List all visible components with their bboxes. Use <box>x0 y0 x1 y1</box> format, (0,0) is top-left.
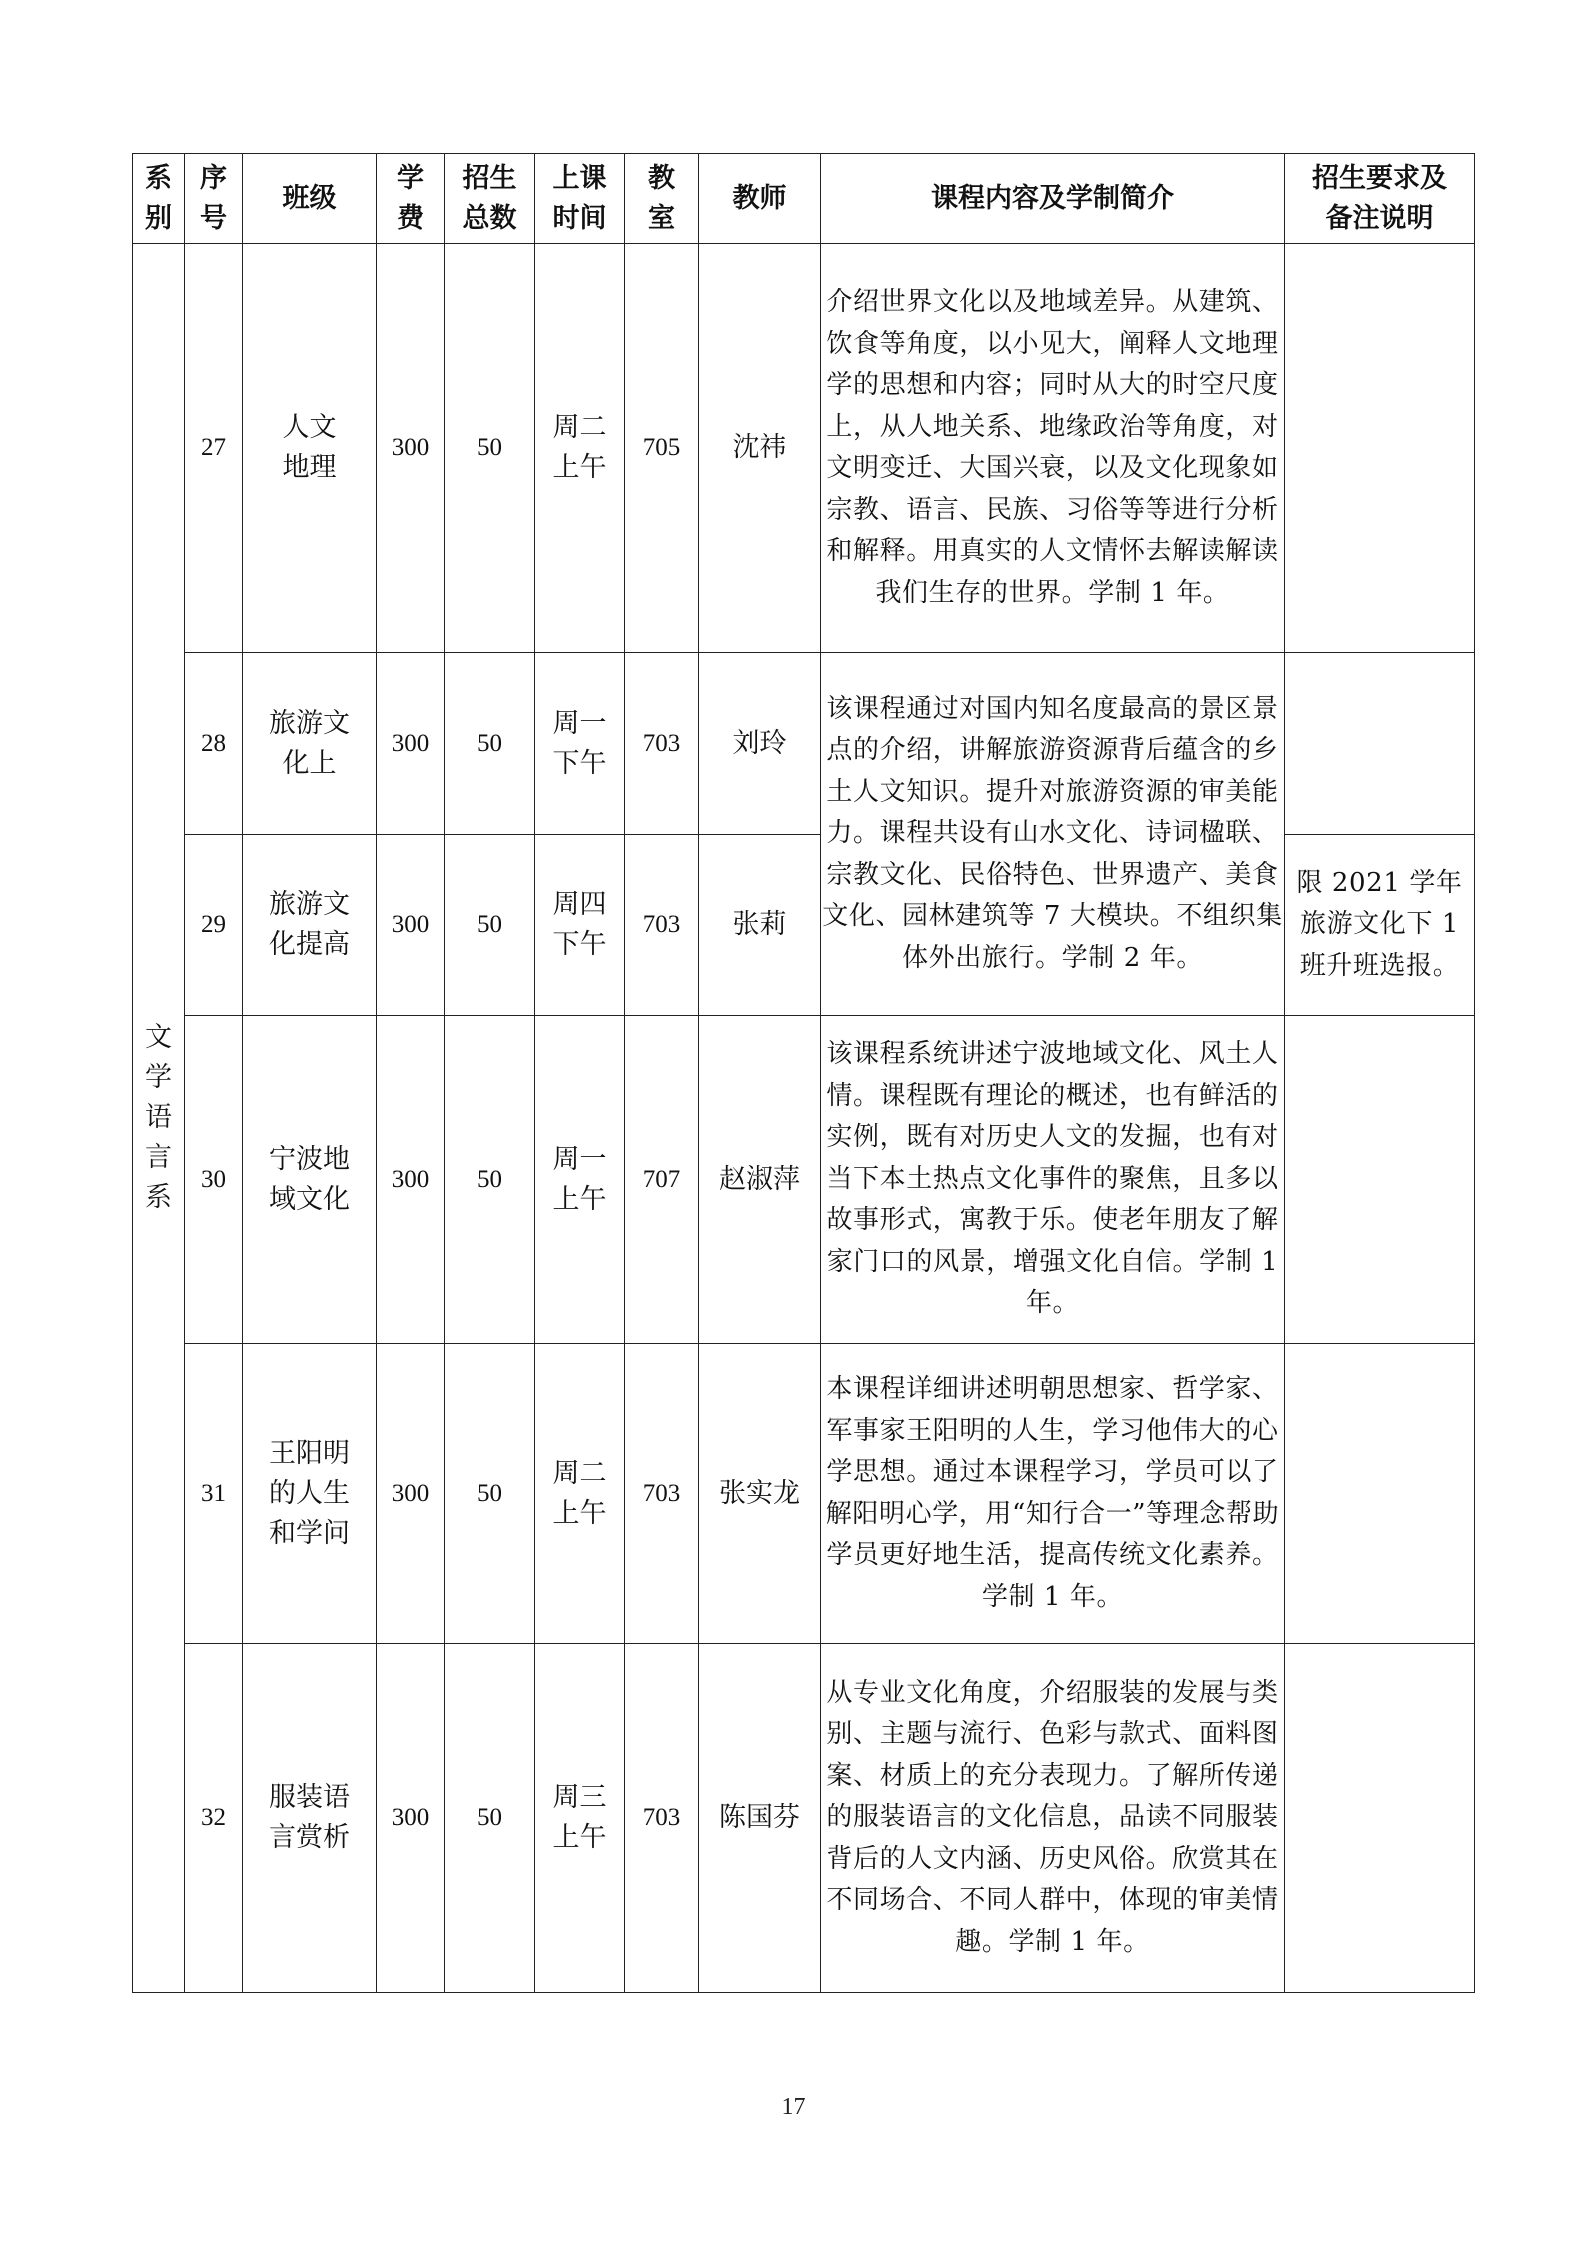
table-row <box>133 653 1475 835</box>
row-index: 32 <box>185 1644 243 1993</box>
enrollment-note: 限 2021 学年旅游文化下 1 班升班选报。 <box>1285 835 1475 1016</box>
class-name: 服装语言赏析 <box>243 1644 377 1993</box>
classroom: 703 <box>625 653 699 835</box>
class-name: 宁波地域文化 <box>243 1016 377 1344</box>
enrollment-note <box>1285 653 1475 835</box>
table-row <box>133 244 1475 653</box>
teacher: 沈祎 <box>699 244 821 653</box>
tuition-fee: 300 <box>377 1344 445 1644</box>
classroom: 703 <box>625 1344 699 1644</box>
class-time: 周一下午 <box>535 653 625 835</box>
tuition-fee: 300 <box>377 244 445 653</box>
course-description: 从专业文化角度，介绍服装的发展与类别、主题与流行、色彩与款式、面料图案、材质上的充分表现力。了解所传递的服装语言的文化信息，品读不同服装背后的人文内涵、历史风俗。欣赏其在不同场合、不同人群中，体现的审美情趣。学制 1 年。 <box>821 1644 1285 1993</box>
classroom: 703 <box>625 835 699 1016</box>
enrollment-quota: 50 <box>445 653 535 835</box>
header-time: 上课时间 <box>535 154 625 244</box>
header-fee: 学费 <box>377 154 445 244</box>
class-name: 旅游文化上 <box>243 653 377 835</box>
class-time: 周一上午 <box>535 1016 625 1344</box>
enrollment-note <box>1285 1644 1475 1993</box>
tuition-fee: 300 <box>377 1016 445 1344</box>
table-row <box>133 1644 1475 1993</box>
header-room: 教室 <box>625 154 699 244</box>
table-row <box>133 1016 1475 1344</box>
header-quota: 招生总数 <box>445 154 535 244</box>
class-time: 周四下午 <box>535 835 625 1016</box>
enrollment-quota: 50 <box>445 835 535 1016</box>
class-time: 周三上午 <box>535 1644 625 1993</box>
classroom: 703 <box>625 1644 699 1993</box>
row-index: 27 <box>185 244 243 653</box>
course-description: 介绍世界文化以及地域差异。从建筑、饮食等角度，以小见大，阐释人文地理学的思想和内容；同时从大的时空尺度上，从人地关系、地缘政治等角度，对文明变迁、大国兴衰，以及文化现象如宗教、语言、民族、习俗等等进行分析和解释。用真实的人文情怀去解读解读我们生存的世界。学制 1 年。 <box>821 244 1285 653</box>
header-note: 招生要求及备注说明 <box>1285 154 1475 244</box>
header-desc: 课程内容及学制简介 <box>821 154 1285 244</box>
classroom: 705 <box>625 244 699 653</box>
header-dept: 系别 <box>133 154 185 244</box>
enrollment-quota: 50 <box>445 1644 535 1993</box>
department-cell: 文学语言系 <box>133 244 185 1993</box>
course-description: 该课程系统讲述宁波地域文化、风土人情。课程既有理论的概述，也有鲜活的实例，既有对历史人文的发掘，也有对当下本土热点文化事件的聚焦，且多以故事形式，寓教于乐。使老年朋友了解家门口的风景，增强文化自信。学制 1 年。 <box>821 1016 1285 1344</box>
class-name: 旅游文化提高 <box>243 835 377 1016</box>
page-number: 17 <box>781 2094 806 2120</box>
enrollment-quota: 50 <box>445 1016 535 1344</box>
row-index: 29 <box>185 835 243 1016</box>
class-time: 周二上午 <box>535 1344 625 1644</box>
teacher: 陈国芬 <box>699 1644 821 1993</box>
course-description: 本课程详细讲述明朝思想家、哲学家、军事家王阳明的人生，学习他伟大的心学思想。通过本课程学习，学员可以了解阳明心学，用“知行合一”等理念帮助学员更好地生活，提高传统文化素养。学制 1 年。 <box>821 1344 1285 1644</box>
class-name: 人文地理 <box>243 244 377 653</box>
enrollment-quota: 50 <box>445 1344 535 1644</box>
header-idx: 序号 <box>185 154 243 244</box>
enrollment-note <box>1285 1344 1475 1644</box>
header-class: 班级 <box>243 154 377 244</box>
header-row <box>133 154 1475 244</box>
tuition-fee: 300 <box>377 835 445 1016</box>
teacher: 张莉 <box>699 835 821 1016</box>
course-table <box>132 153 1475 1993</box>
enrollment-note <box>1285 244 1475 653</box>
class-time: 周二上午 <box>535 244 625 653</box>
classroom: 707 <box>625 1016 699 1344</box>
course-description: 该课程通过对国内知名度最高的景区景点的介绍，讲解旅游资源背后蕴含的乡土人文知识。提升对旅游资源的审美能力。课程共设有山水文化、诗词楹联、宗教文化、民俗特色、世界遗产、美食文化、园林建筑等 7 大模块。不组织集体外出旅行。学制 2 年。 <box>821 653 1285 1016</box>
header-teacher: 教师 <box>699 154 821 244</box>
teacher: 刘玲 <box>699 653 821 835</box>
row-index: 28 <box>185 653 243 835</box>
tuition-fee: 300 <box>377 653 445 835</box>
enrollment-note <box>1285 1016 1475 1344</box>
teacher: 赵淑萍 <box>699 1016 821 1344</box>
tuition-fee: 300 <box>377 1644 445 1993</box>
teacher: 张实龙 <box>699 1344 821 1644</box>
table-row <box>133 1344 1475 1644</box>
class-name: 王阳明的人生和学问 <box>243 1344 377 1644</box>
enrollment-quota: 50 <box>445 244 535 653</box>
row-index: 31 <box>185 1344 243 1644</box>
row-index: 30 <box>185 1016 243 1344</box>
